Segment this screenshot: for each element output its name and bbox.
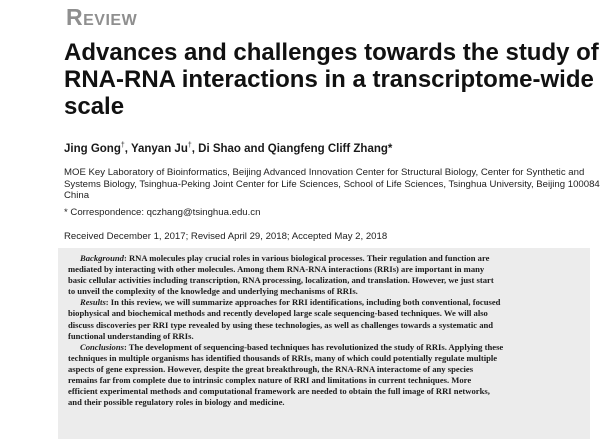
abstract-text: : RNA molecules play crucial roles in various biological processes. Their regulation and function are [123, 253, 490, 263]
affiliation-line: Systems Biology, Tsinghua-Peking Joint Center for Life Sciences, School of Life Sciences, Tsinghua University, Beijing 100084 [64, 178, 600, 190]
abstract-line: discuss discoveries per RRI type revealed by using these technologies, as well as challenges towards a systematic and [68, 319, 494, 330]
author-name: Jing Gong [64, 142, 121, 155]
paper-title [64, 39, 599, 120]
affiliation-line: China [64, 190, 90, 201]
received-dates: Received December 1, 2017; Revised April 29, 2018; Accepted May 2, 2018 [64, 231, 388, 242]
abstract-line: efficient experimental methods and computational framework are needed to obtain the full image of RRI networks, [68, 386, 490, 397]
affiliation [64, 167, 598, 202]
title-line: Advances and challenges towards the study of [64, 39, 599, 66]
author-name: Di Shao and Qiangfeng Cliff Zhang [198, 142, 388, 155]
affiliation-line: MOE Key Laboratory of Bioinformatics, Beijing Advanced Innovation Center for Structural Biology, Center for Synthetic and [64, 167, 585, 178]
abstract-line: biophysical and biochemical methods and recently developed large scale sequencing-based techniques. We will also [68, 308, 488, 319]
abstract-line: functional understanding of RRIs. [68, 330, 194, 341]
abstract-line [68, 342, 588, 353]
abstract-heading-background: Background [80, 253, 124, 263]
abstract-line: and their possible regulatory roles in biology and medicine. [68, 397, 285, 408]
author-separator: , [191, 142, 199, 155]
abstract-text: : In this review, we will summarize approaches for RRI identifications, including both conventional, focused [105, 297, 501, 308]
abstract-text: : The development of sequencing-based techniques has revolutionized the study of RRIs. Applying these [123, 341, 504, 352]
author-mark: † [187, 142, 192, 149]
author-mark: † [120, 142, 125, 149]
abstract-line: aspects of gene expression. However, despite the great breakthrough, the RNA-RNA interactome of any species [68, 363, 474, 374]
abstract [68, 253, 588, 408]
abstract-line: to unveil the complexity of the knowledge and underlying mechanisms of RRIs. [68, 286, 358, 297]
section-label: Review [66, 4, 138, 30]
abstract-heading-conclusions: Conclusions [80, 341, 124, 352]
author-list [64, 142, 392, 155]
correspondence: * Correspondence: qczhang@tsinghua.edu.cn [64, 207, 261, 218]
abstract-line: basic cellular activities including transcription, RNA processing, localization, and translation. However, we just start [68, 275, 494, 286]
corresponding-mark: * [387, 142, 393, 155]
abstract-line: mediated by interacting with other molecules. Among them RNA-RNA interactions (RRIs) are important in many [68, 264, 485, 275]
author-separator: , [124, 142, 131, 155]
abstract-line: remains far from complete due to intrinsic complex nature of RRI and limitations in current techniques. More [68, 375, 472, 386]
abstract-line [68, 297, 588, 308]
abstract-line: techniques in multiple organisms has identified thousands of RRIs, many of which could potentially regulate multiple [68, 352, 498, 363]
title-line: scale [64, 93, 125, 120]
abstract-heading-results: Results [80, 297, 106, 308]
author-name: Yanyan Ju [130, 142, 188, 155]
title-line: RNA-RNA interactions in a transcriptome-wide [64, 66, 594, 93]
abstract-line [68, 253, 588, 264]
